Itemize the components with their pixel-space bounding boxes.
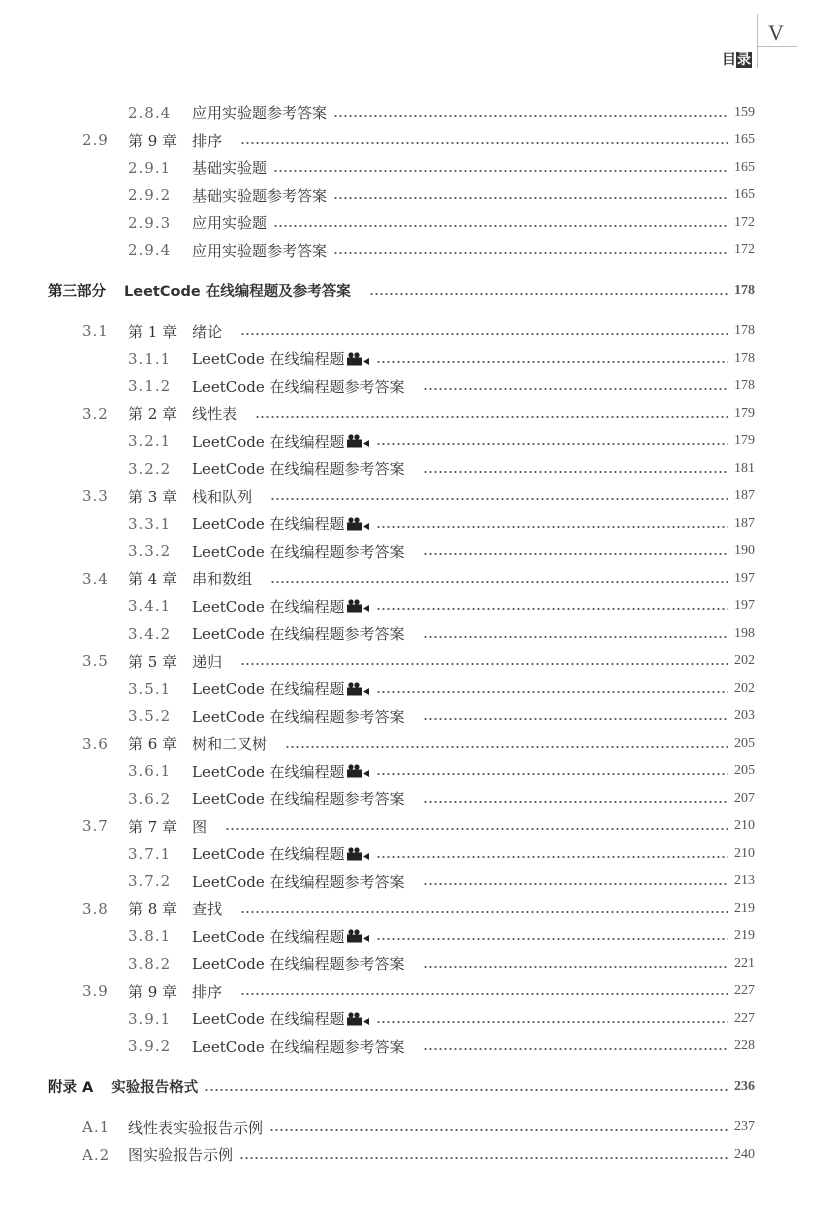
toc-entry[interactable] [0, 483, 816, 511]
entry-title: 基础实验题 [192, 159, 268, 178]
dot-leader [225, 827, 728, 831]
entry-title: LeetCode 在线编程题 [192, 680, 345, 699]
entry-title: 第 4 章 串和数组 [128, 570, 253, 589]
dot-leader [240, 662, 728, 666]
entry-page: 228 [734, 1038, 755, 1054]
entry-title: LeetCode 在线编程题 [192, 927, 345, 946]
entry-number: 3.3 [82, 487, 109, 506]
entry-number: 3.4.2 [128, 624, 172, 643]
toc-entry[interactable] [0, 868, 816, 896]
entry-page: 227 [734, 1010, 755, 1026]
entry-number: 3.5.1 [128, 679, 172, 698]
entry-title: 第 8 章 查找 [128, 900, 223, 919]
toc-entry[interactable] [0, 127, 816, 155]
entry-page: 187 [734, 488, 755, 504]
entry-title: LeetCode 在线编程题参考答案 [192, 955, 405, 974]
dot-leader [333, 251, 728, 255]
entry-number: 3.9.1 [128, 1009, 172, 1028]
entry-title: 应用实验题参考答案 [192, 104, 328, 123]
toc-entry[interactable] [0, 318, 816, 346]
entry-title: 第 7 章 图 [128, 817, 208, 836]
toc-entry[interactable] [0, 923, 816, 951]
entry-number: 2.9.1 [128, 158, 172, 177]
entry-page: 240 [734, 1146, 755, 1162]
entry-number: 3.9 [82, 982, 109, 1001]
entry-page: 198 [734, 625, 755, 641]
toc-entry[interactable] [0, 538, 816, 566]
dot-leader [376, 360, 729, 364]
toc-entry[interactable] [0, 182, 816, 210]
dot-leader [423, 800, 729, 804]
entry-title: LeetCode 在线编程题参考答案 [192, 707, 405, 726]
entry-number: A.2 [82, 1145, 111, 1164]
video-camera-icon [346, 352, 370, 366]
toc-entry[interactable] [0, 758, 816, 786]
dot-leader [255, 415, 728, 419]
entry-number: 3.4.1 [128, 597, 172, 616]
toc-entry[interactable] [0, 565, 816, 593]
entry-title: 实验报告格式 [111, 1080, 199, 1097]
table-of-contents [0, 99, 816, 1169]
entry-title: LeetCode 在线编程题 [192, 762, 345, 781]
dot-leader [376, 1020, 729, 1024]
entry-title: LeetCode 在线编程题 [192, 597, 345, 616]
entry-title: 基础实验题参考答案 [192, 186, 328, 205]
entry-page: 181 [734, 460, 755, 476]
entry-title: LeetCode 在线编程题 [192, 350, 345, 369]
entry-number: 3.2.2 [128, 459, 172, 478]
entry-number: 附录 A [48, 1080, 94, 1097]
entry-page: 159 [734, 104, 755, 120]
entry-title: LeetCode 在线编程题 [192, 1010, 345, 1029]
entry-page: 197 [734, 598, 755, 614]
entry-number: 3.3.2 [128, 542, 172, 561]
dot-leader [270, 497, 728, 501]
dot-leader [239, 1156, 728, 1160]
entry-page: 179 [734, 405, 755, 421]
entry-page: 172 [734, 214, 755, 230]
toc-entry[interactable] [0, 950, 816, 978]
dot-leader [273, 224, 728, 228]
entry-number: 3.1.1 [128, 349, 172, 368]
dot-leader [423, 882, 729, 886]
toc-entry[interactable] [0, 373, 816, 401]
entry-number: 3.7 [82, 817, 109, 836]
entry-title: LeetCode 在线编程题 [192, 845, 345, 864]
entry-page: 165 [734, 187, 755, 203]
entry-page: 187 [734, 515, 755, 531]
entry-page: 165 [734, 159, 755, 175]
toc-entry[interactable] [0, 510, 816, 538]
toc-entry[interactable] [0, 895, 816, 923]
entry-number: 3.7.1 [128, 844, 172, 863]
entry-page: 207 [734, 790, 755, 806]
dot-leader [240, 141, 728, 145]
page-number: V [768, 20, 784, 45]
entry-page: 178 [734, 282, 755, 298]
entry-number: 2.9.2 [128, 186, 172, 205]
dot-leader [423, 965, 729, 969]
entry-title: 第 6 章 树和二叉树 [128, 735, 268, 754]
dot-leader [423, 635, 729, 639]
entry-title: LeetCode 在线编程题参考答案 [192, 460, 405, 479]
entry-title: 图实验报告示例 [128, 1146, 234, 1165]
entry-title: LeetCode 在线编程题参考答案 [192, 1037, 405, 1056]
entry-title: LeetCode 在线编程题参考答案 [192, 377, 405, 396]
entry-page: 202 [734, 653, 755, 669]
entry-title: 第 2 章 线性表 [128, 405, 238, 424]
entry-title: LeetCode 在线编程题参考答案 [192, 790, 405, 809]
video-camera-icon [346, 929, 370, 943]
entry-title: LeetCode 在线编程题 [192, 432, 345, 451]
dot-leader [333, 196, 728, 200]
header-divider-horizontal [757, 46, 797, 47]
toc-entry[interactable] [0, 154, 816, 182]
entry-page: 203 [734, 708, 755, 724]
entry-title: LeetCode 在线编程题 [192, 515, 345, 534]
dot-leader [240, 332, 728, 336]
entry-page: 190 [734, 543, 755, 559]
entry-number: 3.6.2 [128, 789, 172, 808]
entry-page: 213 [734, 873, 755, 889]
entry-title: 第 9 章 排序 [128, 982, 223, 1001]
entry-page: 178 [734, 323, 755, 339]
entry-page: 202 [734, 680, 755, 696]
dot-leader [376, 442, 729, 446]
toc-entry[interactable] [0, 813, 816, 841]
entry-number: 3.3.1 [128, 514, 172, 533]
video-camera-icon [346, 517, 370, 531]
video-camera-icon [346, 847, 370, 861]
dot-leader [423, 387, 729, 391]
dot-leader [270, 580, 728, 584]
dot-leader [423, 552, 729, 556]
section-label [722, 49, 752, 69]
entry-title: LeetCode 在线编程题参考答案 [192, 872, 405, 891]
entry-title: LeetCode 在线编程题参考答案 [192, 625, 405, 644]
dot-leader [376, 607, 729, 611]
header-divider-vertical [757, 14, 758, 68]
entry-page: 197 [734, 570, 755, 586]
toc-entry[interactable] [0, 730, 816, 758]
video-camera-icon [346, 682, 370, 696]
toc-entry[interactable] [0, 237, 816, 265]
dot-leader [376, 690, 729, 694]
entry-number: 3.6.1 [128, 762, 172, 781]
entry-title: 第 9 章 排序 [128, 131, 223, 150]
entry-number: 3.2.1 [128, 432, 172, 451]
entry-number: 3.5 [82, 652, 109, 671]
toc-entry[interactable] [0, 209, 816, 237]
dot-leader [273, 169, 728, 173]
entry-number: 3.6 [82, 734, 109, 753]
entry-page: 219 [734, 900, 755, 916]
entry-title: 第 3 章 栈和队列 [128, 487, 253, 506]
entry-page: 205 [734, 763, 755, 779]
toc-entry[interactable] [0, 1114, 816, 1142]
entry-page: 165 [734, 132, 755, 148]
dot-leader [423, 717, 729, 721]
entry-number: 3.7.2 [128, 872, 172, 891]
toc-entry[interactable] [0, 840, 816, 868]
toc-entry[interactable] [0, 703, 816, 731]
toc-entry[interactable] [0, 277, 816, 305]
section-label-char-2: 录 [737, 52, 751, 68]
dot-leader [423, 1047, 729, 1051]
dot-leader [376, 772, 729, 776]
entry-title: LeetCode 在线编程题参考答案 [192, 542, 405, 561]
entry-number: 3.5.2 [128, 707, 172, 726]
dot-leader [376, 525, 729, 529]
entry-number: 2.9.3 [128, 213, 172, 232]
dot-leader [423, 470, 729, 474]
video-camera-icon [346, 434, 370, 448]
dot-leader [204, 1088, 728, 1092]
video-camera-icon [346, 764, 370, 778]
entry-number: 3.9.2 [128, 1037, 172, 1056]
entry-page: 227 [734, 983, 755, 999]
entry-title: LeetCode 在线编程题及参考答案 [124, 284, 351, 301]
entry-number: 3.2 [82, 404, 109, 423]
entry-page: 221 [734, 955, 755, 971]
dot-leader [333, 114, 728, 118]
toc-entry[interactable] [0, 1141, 816, 1169]
entry-number: 2.9.4 [128, 241, 172, 260]
entry-number: 3.8.2 [128, 954, 172, 973]
dot-leader [369, 292, 728, 296]
dot-leader [376, 855, 729, 859]
toc-entry[interactable] [0, 675, 816, 703]
toc-entry[interactable] [0, 1005, 816, 1033]
entry-number: 2.8.4 [128, 103, 172, 122]
entry-number: 3.8.1 [128, 927, 172, 946]
entry-title: 第 1 章 绪论 [128, 322, 223, 341]
entry-title: 第 5 章 递归 [128, 652, 223, 671]
entry-page: 236 [734, 1078, 755, 1094]
entry-page: 178 [734, 378, 755, 394]
entry-page: 179 [734, 433, 755, 449]
toc-entry[interactable] [0, 400, 816, 428]
entry-number: 第三部分 [48, 284, 106, 301]
toc-entry[interactable] [0, 455, 816, 483]
toc-entry[interactable] [0, 1073, 816, 1101]
toc-entry[interactable] [0, 593, 816, 621]
entry-page: 172 [734, 242, 755, 258]
entry-page: 219 [734, 928, 755, 944]
toc-entry[interactable] [0, 620, 816, 648]
entry-number: A.1 [82, 1118, 111, 1137]
entry-page: 210 [734, 845, 755, 861]
dot-leader [240, 992, 728, 996]
video-camera-icon [346, 1012, 370, 1026]
entry-title: 应用实验题 [192, 214, 268, 233]
entry-number: 3.4 [82, 569, 109, 588]
toc-entry[interactable] [0, 428, 816, 456]
entry-page: 210 [734, 818, 755, 834]
entry-title: 线性表实验报告示例 [128, 1118, 264, 1137]
toc-entry[interactable] [0, 1033, 816, 1061]
entry-number: 2.9 [82, 131, 109, 150]
entry-title: 应用实验题参考答案 [192, 241, 328, 260]
dot-leader [240, 910, 728, 914]
entry-page: 178 [734, 350, 755, 366]
entry-number: 3.1.2 [128, 377, 172, 396]
entry-page: 205 [734, 735, 755, 751]
toc-entry[interactable] [0, 345, 816, 373]
entry-number: 3.1 [82, 322, 109, 341]
entry-page: 237 [734, 1119, 755, 1135]
section-label-char-1: 目 [722, 52, 736, 68]
video-camera-icon [346, 599, 370, 613]
dot-leader [376, 937, 729, 941]
toc-entry[interactable] [0, 648, 816, 676]
toc-entry[interactable] [0, 978, 816, 1006]
entry-number: 3.8 [82, 899, 109, 918]
toc-entry[interactable] [0, 785, 816, 813]
dot-leader [269, 1128, 728, 1132]
toc-entry[interactable] [0, 99, 816, 127]
dot-leader [285, 745, 728, 749]
